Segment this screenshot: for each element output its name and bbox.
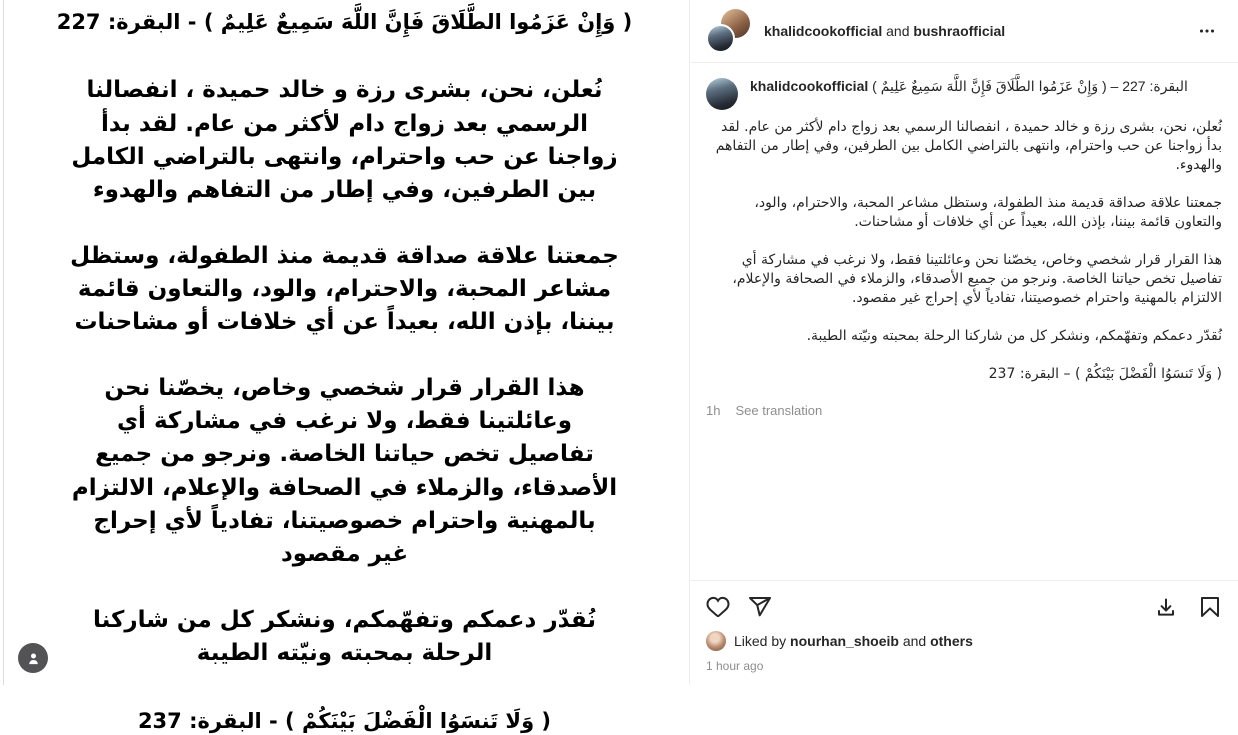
caption-first-line bbox=[706, 77, 1222, 96]
tagged-people-icon bbox=[26, 651, 41, 666]
see-translation-link[interactable]: See translation bbox=[735, 403, 823, 418]
caption-time-short: 1h bbox=[706, 403, 721, 418]
avatar-khalidcookofficial[interactable] bbox=[706, 24, 735, 53]
liked-by-row bbox=[706, 631, 1222, 651]
share-button[interactable] bbox=[748, 595, 772, 619]
download-icon bbox=[1154, 595, 1178, 619]
more-options-button[interactable] bbox=[1192, 16, 1222, 46]
three-dots-icon bbox=[1196, 20, 1218, 42]
liker-avatar[interactable] bbox=[706, 631, 726, 651]
action-bar-right bbox=[1154, 595, 1222, 619]
download-button[interactable] bbox=[1154, 595, 1178, 619]
caption-quote-bottom: ( وَلَا تَنسَوُا الْفَضْلَ بَيْنَكُمْ ) – البقرة: 237 bbox=[988, 366, 1222, 382]
caption-area bbox=[690, 63, 1238, 580]
save-button[interactable] bbox=[1198, 595, 1222, 619]
caption-paragraph-thanks: نُقدّر دعمكم وتفهّمكم، ونشكر كل من شاركنا الرحلة بمحبته ونيّته الطيبة. bbox=[806, 328, 1222, 344]
post-timestamp: 1 hour ago bbox=[706, 659, 764, 673]
caption-paragraph-announcement: نُعلن، نحن، بشرى رزة و خالد حميدة ، انفصالنا الرسمي بعد زواج دام لأكثر من عام. لقد بدأ زواجنا عن حب واحترام، وانتهى بالتراضي الكامل بين الطرفين، وفي إطار من التفاهم والهدوء. bbox=[715, 119, 1222, 173]
post-footer bbox=[690, 580, 1238, 685]
caption-username[interactable]: khalidcookofficial bbox=[750, 78, 869, 94]
image-paragraph-announcement: نُعلن، نحن، بشرى رزة و خالد حميدة ، انفصالنا الرسمي بعد زواج دام لأكثر من عام. لقد بدأ زواجنا عن حب واحترام، وانتهى بالتراضي الكامل بين الطرفين، وفي إطار من التفاهم والهدوء bbox=[71, 77, 618, 204]
modal-left-edge bbox=[3, 0, 4, 685]
bookmark-icon bbox=[1198, 595, 1222, 619]
header-username-khalidcookofficial[interactable]: khalidcookofficial bbox=[764, 23, 883, 39]
action-bar-left bbox=[706, 595, 772, 619]
image-quote-top: ( وَإِنْ عَزَمُوا الطَّلَاقَ فَإِنَّ اللَّهَ سَمِيعٌ عَلِيمٌ ) - البقرة: 227 bbox=[56, 10, 633, 34]
caption-paragraph-privacy: هذا القرار قرار شخصي وخاص، يخصّنا نحن وعائلتينا فقط، ولا نرغب في مشاركة أي تفاصيل تخص حياتنا الخاصة. ونرجو من جميع الأصدقاء، والزملاء في الصحافة والإعلام، الالتزام بالمهنية واحترام خصوصيتنا، تفادياً لأي إحراج غير مقصود. bbox=[732, 252, 1222, 306]
post-details-panel bbox=[690, 0, 1238, 685]
header-usernames bbox=[764, 22, 1005, 40]
liked-by-username[interactable]: nourhan_shoeib bbox=[790, 633, 899, 649]
paper-plane-icon bbox=[748, 595, 772, 619]
caption-meta-row bbox=[706, 401, 1222, 420]
heart-icon bbox=[706, 595, 730, 619]
tagged-people-button[interactable] bbox=[18, 643, 48, 673]
post-header bbox=[690, 0, 1238, 63]
header-username-bushraofficial[interactable]: bushraofficial bbox=[913, 23, 1006, 39]
caption-author-avatar[interactable] bbox=[706, 78, 738, 110]
action-bar bbox=[706, 587, 1222, 623]
liked-by-text bbox=[734, 633, 973, 649]
caption-paragraph-friendship: جمعتنا علاقة صداقة قديمة منذ الطفولة، وستظل مشاعر المحبة، والاحترام، والود، والتعاون قائمة بيننا، بإذن الله، بعيداً عن أي خلافات أو مشاحنات. bbox=[754, 195, 1222, 230]
header-conjunction: and bbox=[882, 23, 914, 39]
liked-by-others-link[interactable]: others bbox=[930, 633, 973, 649]
caption-quote-top: ( وَإِنْ عَزَمُوا الطَّلَاقَ فَإِنَّ اللَّهَ سَمِيعٌ عَلِيمٌ ) – البقرة: 227 bbox=[868, 78, 1188, 94]
coauthor-avatars[interactable] bbox=[706, 9, 752, 53]
like-button[interactable] bbox=[706, 595, 730, 619]
image-paragraph-privacy: هذا القرار قرار شخصي وخاص، يخصّنا نحن وعائلتينا فقط، ولا نرغب في مشاركة أي تفاصيل تخص حياتنا الخاصة. ونرجو من جميع الأصدقاء، والزملاء في الصحافة والإعلام، الالتزام بالمهنية واحترام خصوصيتنا، تفادياً لأي إحراج غير مقصود bbox=[71, 374, 618, 568]
liked-by-conjunction: and bbox=[898, 633, 931, 649]
image-paragraph-thanks: نُقدّر دعمكم وتفهّمكم، ونشكر كل من شاركنا الرحلة بمحبته ونيّته الطيبة bbox=[92, 606, 597, 667]
image-paragraph-friendship: جمعتنا علاقة صداقة قديمة منذ الطفولة، وستظل مشاعر المحبة، والاحترام، والود، والتعاون قائمة بيننا، بإذن الله، بعيداً عن أي خلافات أو مشاحنات bbox=[70, 242, 619, 336]
liked-by-prefix: Liked by bbox=[734, 633, 791, 649]
image-quote-bottom: ( وَلَا تَنسَوُا الْفَضْلَ بَيْنَكُمْ ) - البقرة: 237 bbox=[137, 708, 552, 733]
